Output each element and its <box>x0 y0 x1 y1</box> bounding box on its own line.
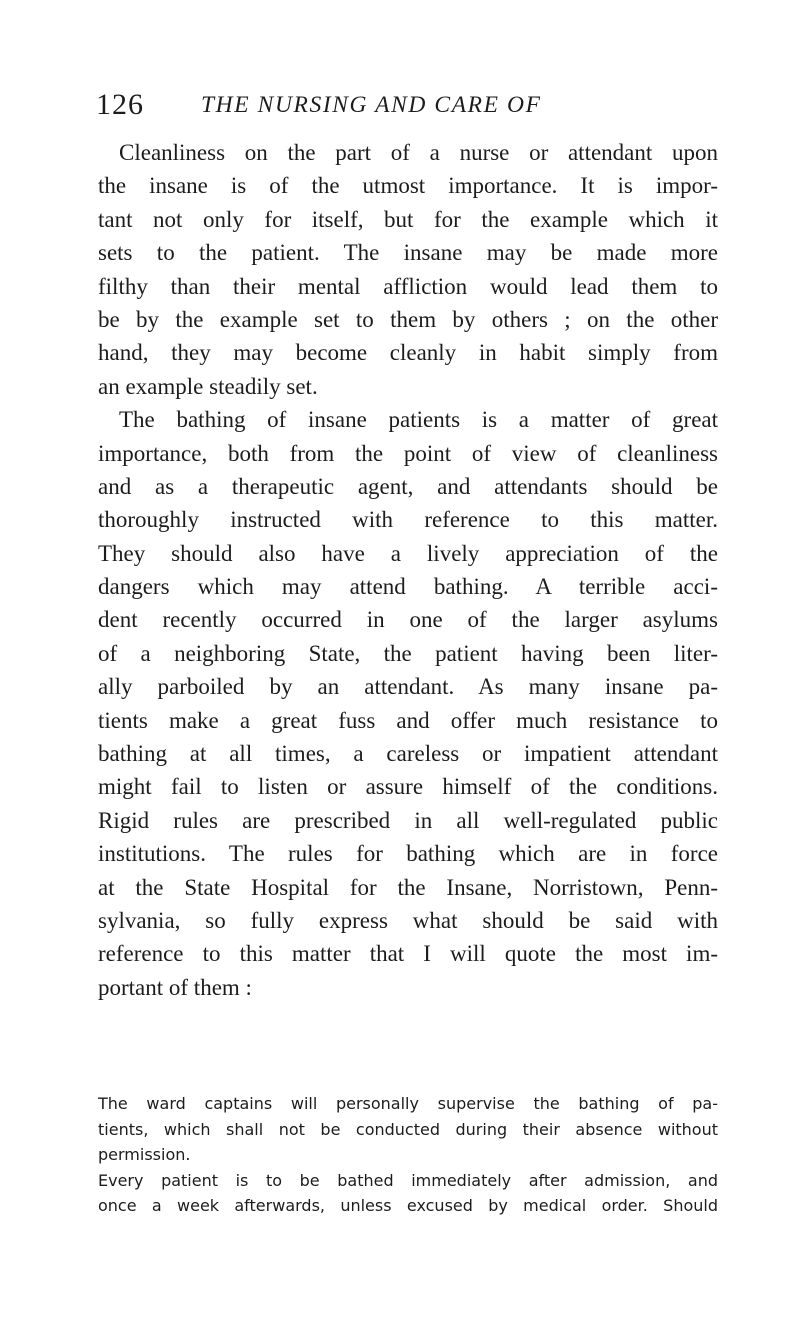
text-line: ally parboiled by an attendant. As many insane pa- <box>98 674 718 700</box>
text-line: an example steadily set. <box>98 373 318 399</box>
page-header <box>96 88 716 128</box>
quote-line: Every patient is to be bathed immediately after admission, and <box>98 1170 718 1190</box>
text-line: reference to this matter that I will quote the most im- <box>98 941 718 967</box>
quote-line: tients, which shall not be conducted during their absence without <box>98 1119 718 1139</box>
page-number: 126 <box>96 88 144 121</box>
text-line: and as a therapeutic agent, and attendants should be <box>98 473 718 499</box>
text-line: thoroughly instructed with reference to this matter. <box>98 507 718 533</box>
text-line: dent recently occurred in one of the larger asylums <box>98 607 718 633</box>
text-line: They should also have a lively appreciation of the <box>98 540 718 566</box>
text-line: sylvania, so fully express what should be said with <box>98 907 718 933</box>
text-line: bathing at all times, a careless or impatient attendant <box>98 741 718 767</box>
text-line: filthy than their mental affliction would lead them to <box>98 273 718 299</box>
running-title: THE NURSING AND CARE OF <box>201 92 542 118</box>
text-line: tant not only for itself, but for the example which it <box>98 206 718 232</box>
text-line: importance, both from the point of view of cleanliness <box>98 440 718 466</box>
text-line: might fail to listen or assure himself of the conditions. <box>98 774 718 800</box>
text-line: the insane is of the utmost importance. It is impor- <box>98 173 718 199</box>
quote-line: permission. <box>98 1145 191 1165</box>
body-text <box>98 136 718 1004</box>
text-line: dangers which may attend bathing. A terrible acci- <box>98 574 718 600</box>
text-line: hand, they may become cleanly in habit simply from <box>98 340 718 366</box>
text-line: sets to the patient. The insane may be made more <box>98 240 718 266</box>
text-line: of a neighboring State, the patient having been liter- <box>98 640 718 666</box>
text-line: The bathing of insane patients is a matter of great <box>119 407 718 433</box>
text-line: portant of them : <box>98 974 252 1000</box>
text-line: be by the example set to them by others ; on the other <box>98 306 718 332</box>
text-line: Rigid rules are prescribed in all well-regulated public <box>98 807 718 833</box>
quote-line: The ward captains will personally supervise the bathing of pa- <box>98 1094 718 1113</box>
text-line: Cleanliness on the part of a nurse or attendant upon <box>119 140 718 165</box>
text-line: institutions. The rules for bathing which are in force <box>98 841 718 867</box>
text-line: tients make a great fuss and offer much resistance to <box>98 707 718 733</box>
quote-line: once a week afterwards, unless excused by medical order. Should <box>98 1196 718 1216</box>
text-line: at the State Hospital for the Insane, Norristown, Penn- <box>98 874 718 900</box>
quoted-rules <box>98 1091 718 1219</box>
